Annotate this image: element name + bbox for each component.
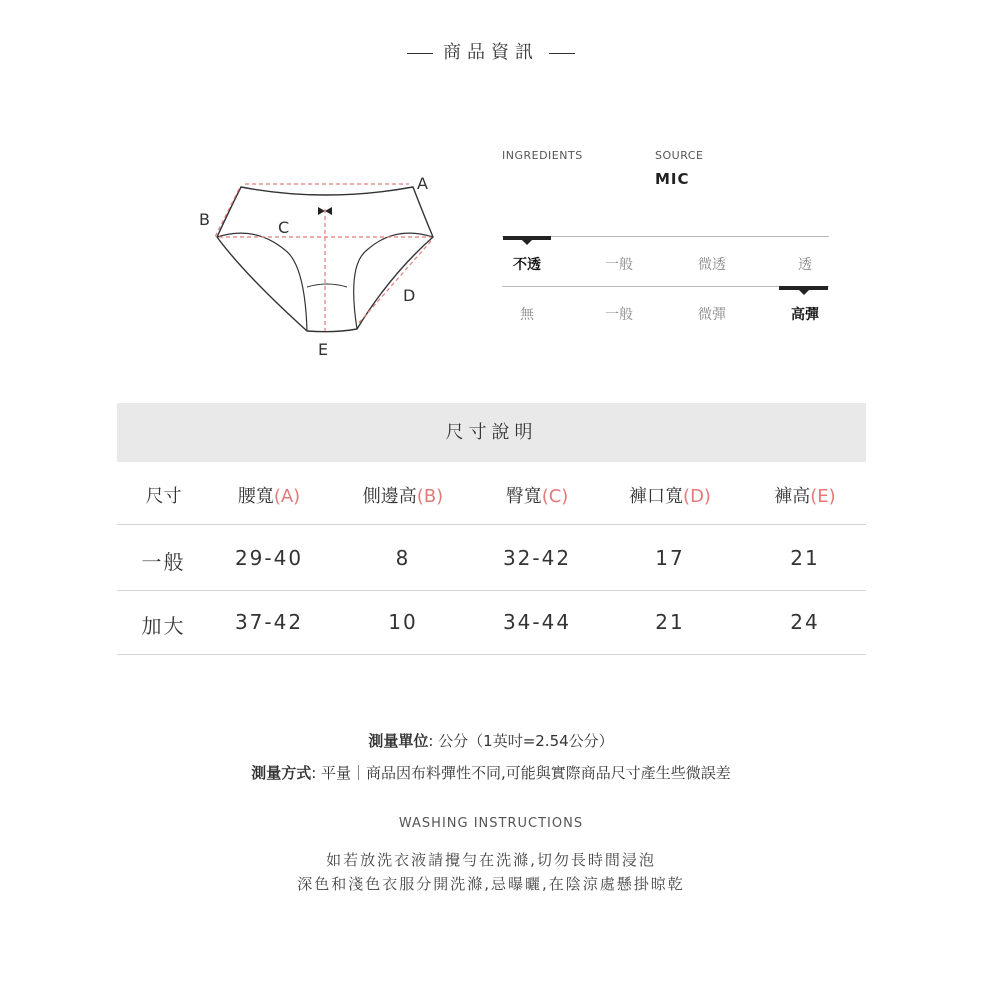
row-large-size: 加大 bbox=[141, 614, 186, 638]
column-header-size-name: 尺寸 bbox=[145, 486, 182, 507]
column-header-waist-code: (A) bbox=[273, 486, 301, 507]
section-title bbox=[0, 38, 982, 64]
column-header-waist bbox=[210, 482, 328, 508]
column-header-waist-name: 腰寬 bbox=[237, 486, 274, 507]
elasticity-option-normal: 一般 bbox=[605, 307, 633, 323]
column-header-leg-opening-code: (D) bbox=[683, 486, 711, 507]
column-header-rise-name: 褲高 bbox=[774, 486, 811, 507]
title-left-rule bbox=[407, 53, 433, 54]
title-right-rule bbox=[549, 53, 575, 54]
source-value: MIC bbox=[655, 170, 690, 188]
column-header-rise-code: (E) bbox=[810, 486, 836, 507]
washing-line-1: 如若放洗衣液請攪勻在洗滌,切勿長時間浸泡 bbox=[326, 851, 656, 869]
measurement-unit-text: : 公分（1英吋=2.54公分） bbox=[428, 732, 614, 750]
size-table-title: 尺寸說明 bbox=[117, 403, 866, 462]
column-header-size bbox=[117, 482, 210, 508]
column-header-side-height-code: (B) bbox=[416, 486, 444, 507]
row-regular-waist: 29-40 bbox=[234, 546, 304, 570]
label-b: B bbox=[199, 210, 210, 229]
transparency-indicator bbox=[503, 236, 551, 240]
column-header-side-height bbox=[328, 482, 478, 508]
measurement-method-label: 測量方式 bbox=[251, 764, 312, 782]
measurement-unit-note bbox=[0, 730, 982, 751]
column-header-leg-opening bbox=[596, 482, 744, 508]
elasticity-option-slight: 微彈 bbox=[698, 307, 726, 323]
transparency-option-normal: 一般 bbox=[605, 257, 633, 273]
table-divider bbox=[117, 654, 866, 655]
row-large-waist: 37-42 bbox=[234, 610, 304, 634]
label-e: E bbox=[318, 340, 329, 359]
row-regular-hip: 32-42 bbox=[502, 546, 572, 570]
ingredients-label: INGREDIENTS bbox=[502, 149, 583, 162]
table-divider bbox=[117, 590, 866, 591]
elasticity-option-high: 高彈 bbox=[791, 307, 819, 323]
gusset-line bbox=[307, 284, 347, 287]
left-leg-opening bbox=[217, 233, 307, 331]
garment-size-diagram bbox=[195, 165, 445, 365]
measurement-unit-label: 測量單位 bbox=[368, 732, 429, 750]
row-regular-rise: 21 bbox=[790, 546, 820, 570]
label-d: D bbox=[403, 286, 416, 305]
column-header-side-height-name: 側邊高 bbox=[362, 486, 417, 507]
row-regular-side-height: 8 bbox=[395, 546, 411, 570]
column-header-leg-opening-name: 褲口寬 bbox=[629, 486, 684, 507]
row-regular-leg-opening: 17 bbox=[655, 546, 685, 570]
section-title-text: 商品資訊 bbox=[443, 42, 539, 63]
source-label: SOURCE bbox=[655, 149, 704, 162]
column-header-hip-code: (C) bbox=[541, 486, 569, 507]
label-a: A bbox=[417, 174, 428, 193]
row-large-leg-opening: 21 bbox=[655, 610, 685, 634]
washing-line-2: 深色和淺色衣服分開洗滌,忌曝曬,在陰涼處懸掛晾乾 bbox=[297, 875, 685, 893]
measurement-method-text: : 平量｜商品因布料彈性不同,可能與實際商品尺寸產生些微誤差 bbox=[311, 764, 731, 782]
row-regular-size: 一般 bbox=[141, 550, 186, 574]
column-header-hip bbox=[478, 482, 596, 508]
label-c: C bbox=[278, 218, 290, 237]
measurement-method-note bbox=[0, 762, 982, 783]
row-large-side-height: 10 bbox=[388, 610, 418, 634]
transparency-scale-track bbox=[502, 236, 829, 237]
transparency-option-sheer: 透 bbox=[798, 257, 812, 273]
measure-line-b bbox=[215, 189, 239, 237]
column-header-rise bbox=[744, 482, 866, 508]
elasticity-indicator bbox=[779, 286, 828, 290]
transparency-option-slight: 微透 bbox=[698, 257, 726, 273]
transparency-option-opaque: 不透 bbox=[513, 257, 541, 273]
elasticity-option-none: 無 bbox=[520, 307, 534, 323]
row-large-hip: 34-44 bbox=[502, 610, 572, 634]
column-header-hip-name: 臀寬 bbox=[505, 486, 542, 507]
washing-title: WASHING INSTRUCTIONS bbox=[398, 816, 584, 831]
row-large-rise: 24 bbox=[790, 610, 820, 634]
table-divider bbox=[117, 524, 866, 525]
